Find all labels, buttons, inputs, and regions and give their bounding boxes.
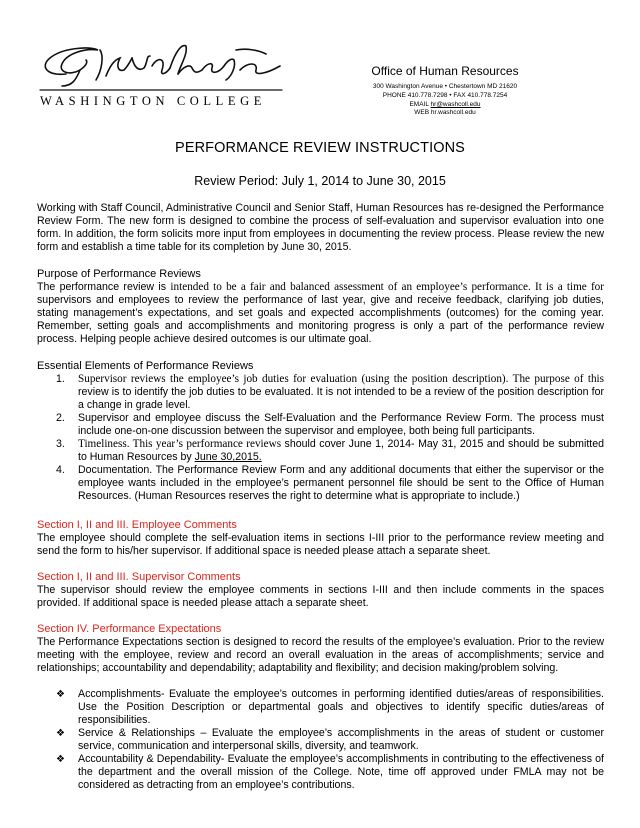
purpose-serif-text: intended to be a fair and balanced assessment of an employee’s performance. It is a time for [170,281,605,293]
list-item [37,753,604,792]
expectations-bullet-list [37,688,604,792]
bullet-text: Evaluate the employee’s accomplishments in contributing to the effectiveness of the department and the overall mission of the College. Note, time off approved under FMLA may not be considered as detracting from an employee’s contributions. [78,753,604,791]
item-text: review is to identify the job duties to be evaluated. It is not intended to be a review of the position description for a change in grade level. [78,386,604,411]
diamond-bullet-icon: ❖ [56,754,65,765]
section-supervisor-comments-heading: Section I, II and III. Supervisor Comments [37,571,241,583]
list-item [37,727,604,753]
college-name: WASHINGTON COLLEGE [40,94,266,108]
list-item [37,373,604,412]
bullet-text: Evaluate the employee’s outcomes in performing identified duties/areas of responsibilities. Use the Position Description or departmental goals and objectives to identify specific duties/areas of responsibilities. [78,688,604,726]
section-performance-expectations-heading: Section IV. Performance Expectations [37,623,222,635]
purpose-heading: Purpose of Performance Reviews [37,268,201,280]
document-title: PERFORMANCE REVIEW INSTRUCTIONS [175,140,465,156]
section-performance-expectations-text: The Performance Expectations section is designed to record the results of the employee’s evaluation. Prior to the review meeting with the employee, review and record an overall evaluation in the areas of accomplishments; service and relationships; accountability and dependability; adaptability and flexibility; and decision making/problem solving. [37,636,604,674]
office-title: Office of Human Resources [371,64,519,78]
office-web: WEB hr.washcoll.edu [414,109,476,117]
list-item [37,464,604,503]
item-text: Supervisor and employee discuss the Self-Evaluation and the Performance Review Form. The process must include one-on-one discussion between the supervisor and employee, both being full participants. [78,412,604,437]
office-address: 300 Washington Avenue • Chestertown MD 21620 [372,83,518,90]
purpose-body: supervisors and employees to review the performance of last year, give and receive feedback, clarifying job duties, stating management’s expectations, and set goals and expected accomplishments (outcomes) for the coming year. Remember, setting goals and accomplishments and monitoring progress is only a part of the performance review process. Helping people achieve desired outcomes is our ultimate goal. [37,294,604,345]
item-text: should cover June 1, 2014- May 31, 2015 and should be submitted to Human Resources by [78,438,604,463]
office-email-line [300,101,590,110]
list-number: 1. [56,373,65,385]
review-period: Review Period: July 1, 2014 to June 30, 2015 [194,174,446,188]
email-label: EMAIL [409,100,431,108]
diamond-bullet-icon: ❖ [56,728,65,739]
essential-list [37,373,604,503]
section-employee-comments-text: The employee should complete the self-evaluation items in sections I-III prior to the performance review meeting and send the form to his/her supervisor. If additional space is needed please attach a separate sheet. [37,532,604,557]
intro-paragraph: Working with Staff Council, Administrative Council and Senior Staff, Human Resources has re-designed the Performance Review Form. The new form is designed to combine the process of self-evaluation and supervisor evaluation into one form. In addition, the form solicits more input from employees in documenting the review process. Please review the new form and establish a time table for its completion by June 30, 2015. [37,202,604,253]
diamond-bullet-icon: ❖ [56,689,65,700]
email-link[interactable]: hr@washcoll.edu [430,100,481,108]
purpose-lead: The performance review is [37,281,171,293]
office-contact-block [300,64,590,118]
bullet-label: Accountability & Dependability- [78,753,228,765]
office-phone-fax: PHONE 410.778.7298 • FAX 410.778.7254 [382,91,508,99]
list-item [37,412,604,438]
list-item [37,688,604,727]
signature-logo-icon [36,36,286,96]
essential-heading: Essential Elements of Performance Reviews [37,360,254,372]
section-supervisor-comments-text: The supervisor should review the employee comments in sections I-III and then include comments in the spaces provided. If additional space is needed please attach a separate sheet. [37,584,604,609]
bullet-label: Service & Relationships – [78,727,212,739]
item-text: Documentation. The Performance Review Form and any additional documents that either the supervisor or the employee wants included in the employee’s permanent personnel file should be sent to the Office of Human Resources. (Human Resources reserves the right to determine what is appropriate to include.) [78,464,604,502]
section-employee-comments-heading: Section I, II and III. Employee Comments [37,519,237,531]
item-serif-text: Timeliness. This year’s performance reviews [78,438,282,450]
item-serif-text: Supervisor reviews the employee’s job duties for evaluation (using the position description). The purpose of this [78,373,604,385]
purpose-paragraph [37,281,604,346]
list-number: 2. [56,412,65,424]
list-number: 4. [56,464,65,476]
list-item [37,438,604,464]
list-number: 3. [56,438,65,450]
bullet-label: Accomplishments- [78,688,169,700]
item-underlined-date: June 30,2015. [194,451,262,463]
bullet-text: Evaluate the employee’s accomplishments in the areas of student or customer service, communication and interpersonal skills, diversity, and teamwork. [78,727,604,752]
